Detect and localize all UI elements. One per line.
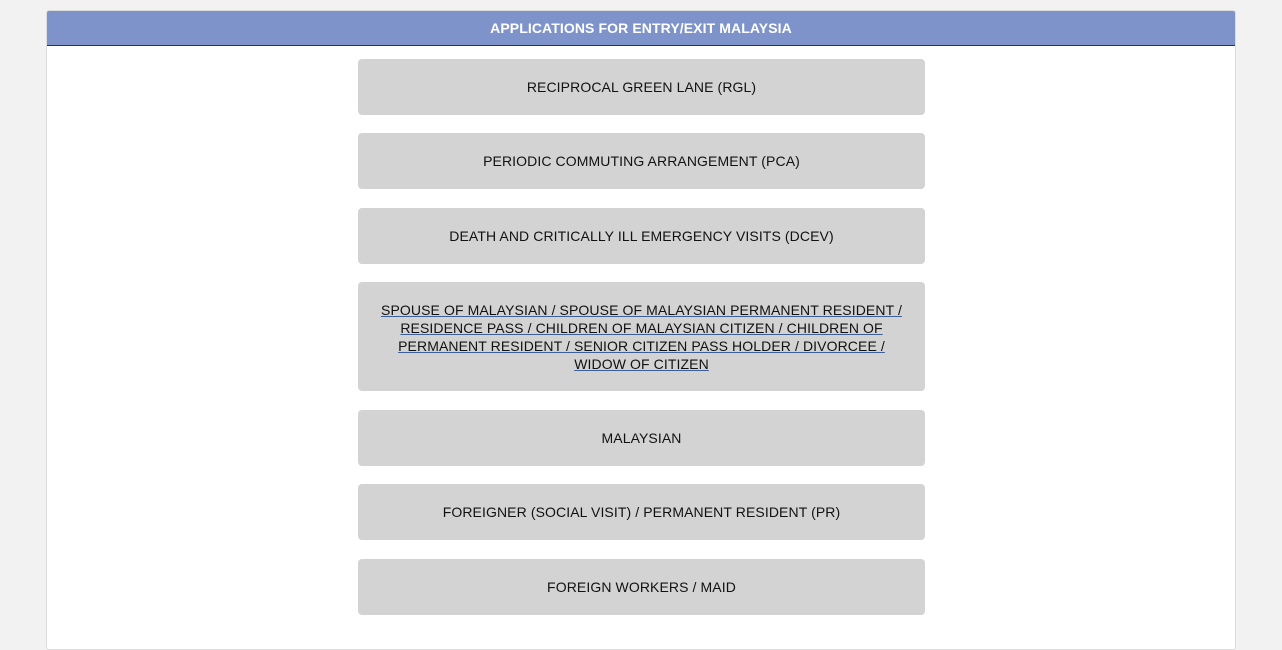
option-dcev-button[interactable]: DEATH AND CRITICALLY ILL EMERGENCY VISITS (DCEV): [358, 208, 925, 264]
applications-panel: [46, 10, 1236, 650]
option-foreign-workers-button[interactable]: FOREIGN WORKERS / MAID: [358, 559, 925, 615]
panel-title: APPLICATIONS FOR ENTRY/EXIT MALAYSIA: [47, 11, 1235, 46]
option-spouse-children-button[interactable]: SPOUSE OF MALAYSIAN / SPOUSE OF MALAYSIAN PERMANENT RESIDENT / RESIDENCE PASS / CHILDREN OF MALAYSIAN CITIZEN / CHILDREN OF PERMANENT RESIDENT / SENIOR CITIZEN PASS HOLDER / DIVORCEE / WIDOW OF CITIZEN: [358, 282, 925, 391]
option-pca-button[interactable]: PERIODIC COMMUTING ARRANGEMENT (PCA): [358, 133, 925, 189]
option-malaysian-button[interactable]: MALAYSIAN: [358, 410, 925, 466]
option-foreigner-pr-button[interactable]: FOREIGNER (SOCIAL VISIT) / PERMANENT RESIDENT (PR): [358, 484, 925, 540]
option-rgl-button[interactable]: RECIPROCAL GREEN LANE (RGL): [358, 59, 925, 115]
